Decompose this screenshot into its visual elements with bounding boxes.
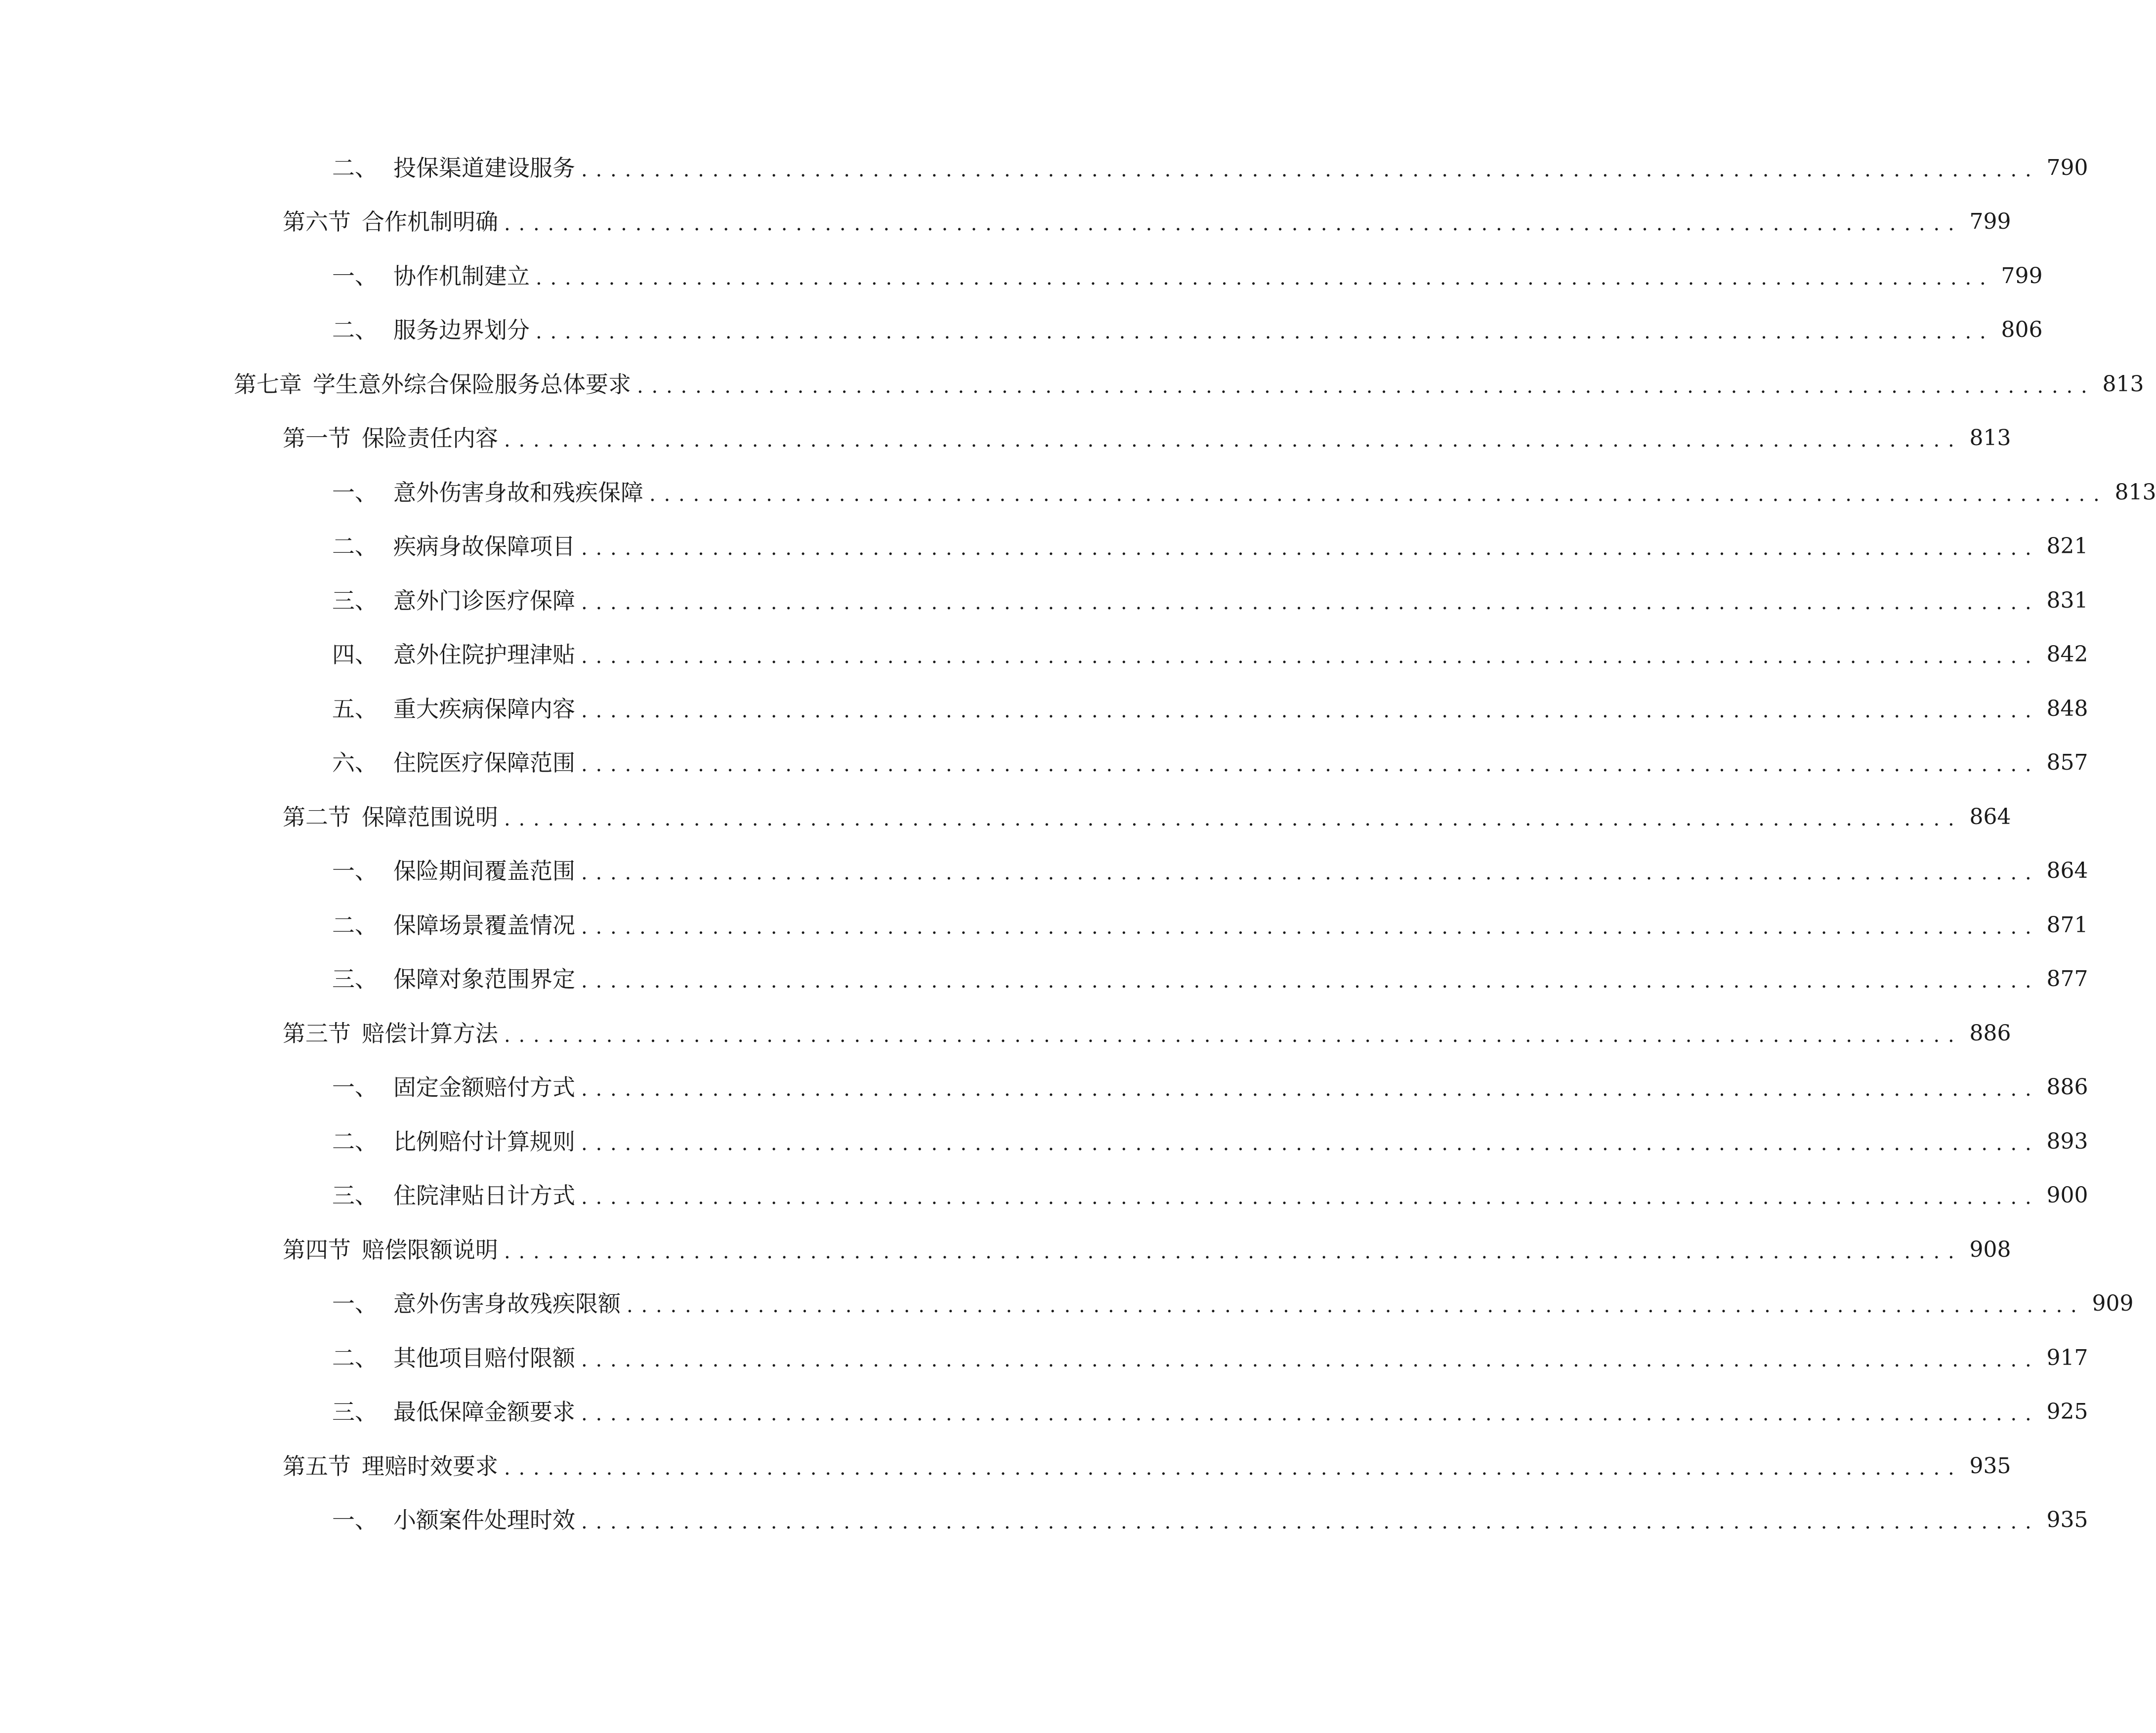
toc-page-number: 857 — [2046, 750, 2088, 776]
toc-dot-leader: .................................................................................................... — [504, 1456, 1963, 1480]
toc-entry-number: 三、 — [332, 966, 378, 993]
toc-dot-leader: .................................................................................................... — [581, 1078, 2040, 1101]
toc-entry-number: 一、 — [332, 479, 378, 506]
toc-entry[interactable] — [0, 1439, 2011, 1493]
toc-page-number: 909 — [2092, 1291, 2134, 1317]
toc-dot-leader: .................................................................................................... — [581, 1186, 2040, 1209]
toc-entry[interactable] — [0, 574, 2088, 628]
toc-entry-title: 意外门诊医疗保障 — [393, 587, 575, 614]
toc-entry[interactable] — [0, 1493, 2088, 1548]
toc-entry-title: 住院津贴日计方式 — [393, 1182, 575, 1209]
toc-entry[interactable] — [0, 736, 2088, 790]
toc-page-number: 935 — [2046, 1507, 2088, 1533]
toc-entry[interactable] — [0, 195, 2011, 249]
toc-entry-number: 五、 — [332, 695, 378, 722]
toc-page-number: 831 — [2046, 587, 2088, 613]
toc-dot-leader: .................................................................................................... — [504, 212, 1963, 236]
toc-page-number: 893 — [2046, 1128, 2088, 1154]
toc-entry[interactable] — [0, 628, 2088, 682]
toc-entry-title: 疾病身故保障项目 — [393, 533, 575, 560]
toc-entry-number: 三、 — [332, 1182, 378, 1209]
toc-entry-title: 服务边界划分 — [393, 317, 530, 344]
toc-entry-title: 理赔时效要求 — [362, 1452, 498, 1480]
toc-entry-number: 第四节 — [283, 1236, 351, 1263]
toc-dot-leader: .................................................................................................... — [504, 1024, 1963, 1047]
toc-entry-title: 保障对象范围界定 — [393, 966, 575, 993]
toc-page-number: 821 — [2046, 534, 2088, 559]
toc-dot-leader: .................................................................................................... — [581, 591, 2040, 614]
toc-entry-number: 一、 — [332, 858, 378, 885]
toc-page-number: 886 — [1969, 1020, 2011, 1046]
toc-entry-title: 小额案件处理时效 — [393, 1507, 575, 1534]
toc-entry-number: 二、 — [332, 154, 378, 181]
toc-entry-number: 一、 — [332, 262, 378, 289]
toc-entry-title: 保障场景覆盖情况 — [393, 911, 575, 939]
toc-page-number: 842 — [2046, 642, 2088, 667]
toc-dot-leader: .................................................................................................... — [627, 1294, 2085, 1318]
toc-entry-title: 重大疾病保障内容 — [393, 695, 575, 722]
toc-page-number: 864 — [1969, 804, 2011, 829]
toc-entry-number: 第六节 — [283, 208, 351, 236]
toc-page-number: 806 — [2001, 317, 2043, 343]
toc-entry[interactable] — [0, 141, 2088, 195]
toc-entry[interactable] — [0, 1385, 2088, 1440]
toc-entry-number: 三、 — [332, 1399, 378, 1426]
toc-page-number: 871 — [2046, 912, 2088, 938]
toc-page-number: 864 — [2046, 858, 2088, 884]
toc-entry-number: 三、 — [332, 587, 378, 614]
toc-entry-number: 四、 — [332, 641, 378, 668]
toc-entry-number: 第五节 — [283, 1452, 351, 1480]
toc-entry-title: 比例赔付计算规则 — [393, 1128, 575, 1155]
toc-entry[interactable] — [0, 1006, 2011, 1061]
toc-entry-number: 一、 — [332, 1290, 378, 1318]
toc-entry[interactable] — [0, 682, 2088, 736]
toc-entry-title: 赔偿限额说明 — [362, 1236, 498, 1263]
toc-dot-leader: .................................................................................................... — [581, 645, 2040, 668]
toc-entry-title: 赔偿计算方法 — [362, 1020, 498, 1047]
toc-dot-leader: .................................................................................................... — [581, 1132, 2040, 1155]
toc-entry[interactable] — [0, 790, 2011, 844]
toc-entry[interactable] — [0, 357, 2144, 412]
toc-dot-leader: .................................................................................................... — [581, 158, 2040, 181]
toc-entry[interactable] — [0, 303, 2043, 358]
toc-entry-title: 协作机制建立 — [393, 262, 530, 289]
toc-entry-number: 第七章 — [234, 371, 302, 398]
toc-page-number: 886 — [2046, 1074, 2088, 1100]
toc-entry[interactable] — [0, 1223, 2011, 1277]
toc-page-number: 790 — [2046, 155, 2088, 180]
toc-dot-leader: .................................................................................................... — [581, 1511, 2040, 1534]
toc-entry-title: 保障范围说明 — [362, 803, 498, 830]
toc-dot-leader: .................................................................................................... — [536, 321, 1994, 344]
toc-dot-leader: .................................................................................................... — [504, 429, 1963, 452]
toc-dot-leader: .................................................................................................... — [637, 374, 2096, 398]
toc-dot-leader: .................................................................................................... — [581, 862, 2040, 885]
toc-page-number: 813 — [1969, 425, 2011, 451]
toc-entry[interactable] — [0, 1061, 2088, 1115]
toc-entry[interactable] — [0, 1114, 2088, 1169]
toc-entry-number: 第二节 — [283, 803, 351, 830]
toc-entry[interactable] — [0, 952, 2088, 1007]
toc-entry-title: 固定金额赔付方式 — [393, 1074, 575, 1101]
toc-entry-title: 保险责任内容 — [362, 425, 498, 452]
toc-entry[interactable] — [0, 465, 2156, 520]
toc-entry-title: 学生意外综合保险服务总体要求 — [313, 371, 631, 398]
toc-dot-leader: .................................................................................................... — [504, 1240, 1963, 1263]
toc-entry-title: 意外伤害身故和残疾保障 — [393, 479, 643, 506]
toc-page-number: 848 — [2046, 696, 2088, 721]
toc-entry-number: 二、 — [332, 317, 378, 344]
toc-dot-leader: .................................................................................................... — [581, 915, 2040, 939]
toc-dot-leader: .................................................................................................... — [581, 1348, 2040, 1371]
toc-entry-number: 六、 — [332, 749, 378, 777]
toc-entry[interactable] — [0, 520, 2088, 574]
toc-entry-number: 二、 — [332, 1128, 378, 1155]
toc-entry[interactable] — [0, 844, 2088, 899]
toc-dot-leader: .................................................................................................... — [581, 1403, 2040, 1426]
toc-entry-title: 住院医疗保障范围 — [393, 749, 575, 777]
toc-page-number: 799 — [1969, 209, 2011, 235]
toc-entry-number: 二、 — [332, 533, 378, 560]
toc-entry[interactable] — [0, 898, 2088, 952]
table-of-contents — [0, 141, 2156, 1547]
toc-entry-title: 意外伤害身故残疾限额 — [393, 1290, 621, 1318]
toc-dot-leader: .................................................................................................... — [581, 753, 2040, 777]
toc-dot-leader: .................................................................................................... — [536, 266, 1994, 289]
toc-dot-leader: .................................................................................................... — [649, 483, 2108, 506]
toc-dot-leader: .................................................................................................... — [504, 807, 1963, 830]
toc-entry[interactable] — [0, 249, 2043, 303]
toc-page-number: 900 — [2046, 1183, 2088, 1208]
toc-page-number: 813 — [2114, 479, 2156, 505]
toc-page-number: 799 — [2001, 263, 2043, 289]
toc-page-number: 925 — [2046, 1399, 2088, 1425]
toc-page-number: 877 — [2046, 966, 2088, 992]
toc-entry-number: 第一节 — [283, 425, 351, 452]
toc-entry-title: 保险期间覆盖范围 — [393, 858, 575, 885]
toc-page-number: 908 — [1969, 1237, 2011, 1262]
toc-page-number: 917 — [2046, 1345, 2088, 1370]
toc-entry-title: 其他项目赔付限额 — [393, 1344, 575, 1371]
toc-entry-title: 意外住院护理津贴 — [393, 641, 575, 668]
toc-entry-title: 投保渠道建设服务 — [393, 154, 575, 181]
toc-dot-leader: .................................................................................................... — [581, 970, 2040, 993]
toc-entry-number: 第三节 — [283, 1020, 351, 1047]
toc-entry-title: 最低保障金额要求 — [393, 1399, 575, 1426]
toc-entry-number: 二、 — [332, 911, 378, 939]
toc-entry-number: 一、 — [332, 1074, 378, 1101]
toc-dot-leader: .................................................................................................... — [581, 537, 2040, 560]
toc-page-number: 935 — [1969, 1453, 2011, 1479]
toc-entry[interactable] — [0, 412, 2011, 466]
toc-entry[interactable] — [0, 1277, 2134, 1331]
toc-entry-number: 二、 — [332, 1344, 378, 1371]
toc-entry[interactable] — [0, 1169, 2088, 1223]
toc-page-number: 813 — [2102, 371, 2144, 397]
toc-dot-leader: .................................................................................................... — [581, 699, 2040, 722]
toc-entry-number: 一、 — [332, 1507, 378, 1534]
toc-entry[interactable] — [0, 1331, 2088, 1385]
toc-entry-title: 合作机制明确 — [362, 208, 498, 236]
